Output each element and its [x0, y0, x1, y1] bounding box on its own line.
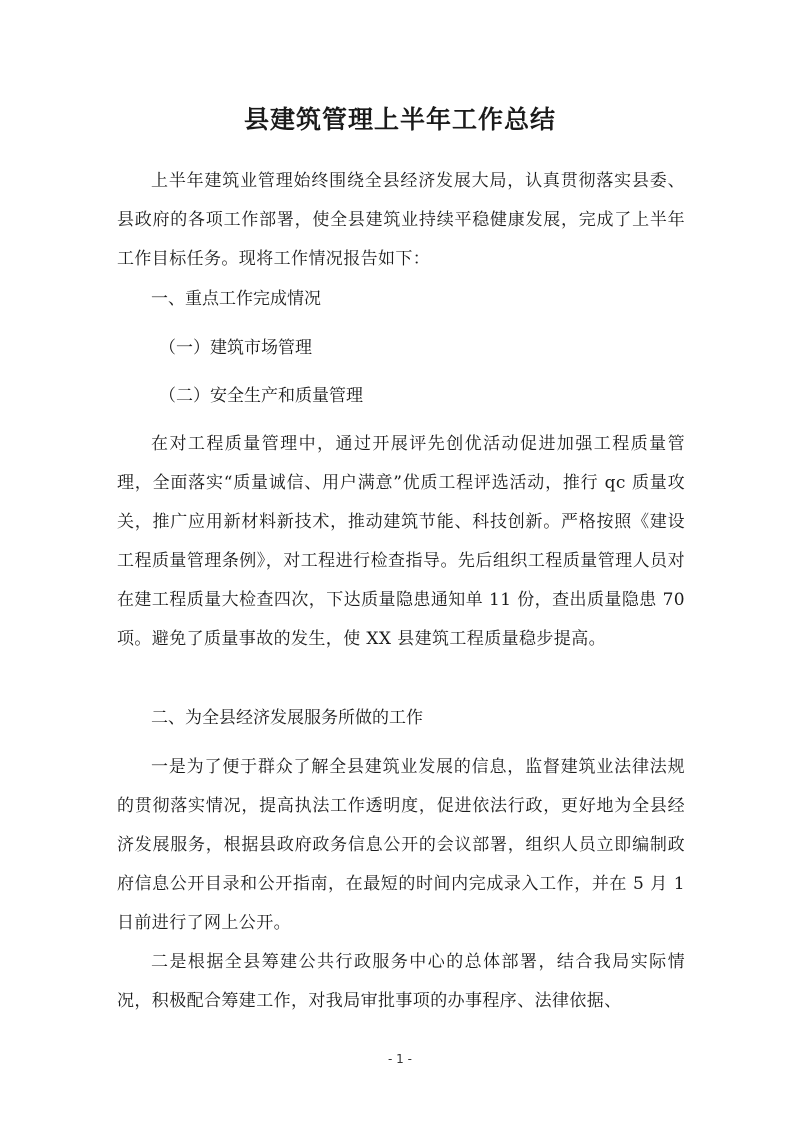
service-paragraph-two: 二是根据全县筹建公共行政服务中心的总体部署，结合我局实际情况，积极配合筹建工作，对我局审批事项的办事程序、法律依据、 [117, 952, 685, 1011]
section-heading-1: 一、重点工作完成情况 [151, 289, 321, 309]
subsection-heading-2: （二）安全生产和质量管理 [159, 386, 363, 406]
intro-paragraph: 上半年建筑业管理始终围绕全县经济发展大局，认真贯彻落实县委、县政府的各项工作部署，使全县建筑业持续平稳健康发展，完成了上半年工作目标任务。现将工作情况报告如下： [117, 171, 685, 269]
page-number: - 1 - [388, 1052, 412, 1066]
quality-management-paragraph: 在对工程质量管理中，通过开展评先创优活动促进加强工程质量管理，全面落实“质量诚信、用户满意”优质工程评选活动，推行 qc 质量攻关，推广应用新材料新技术，推动建筑节能、科技创新。严格按照《建设工程质量管理条例》，对工程进行检查指导。先后组织工程质量管理人员对在建工程质量大检查四次，下达质量隐患通知单 11 份，查出质量隐患 70 项。避免了质量事故的发生，使 XX 县建筑工程质量稳步提高。 [117, 434, 685, 649]
section-heading-2: 二、为全县经济发展服务所做的工作 [151, 708, 423, 728]
service-paragraph-one: 一是为了便于群众了解全县建筑业发展的信息，监督建筑业法律法规的贯彻落实情况，提高执法工作透明度，促进依法行政，更好地为全县经济发展服务，根据县政府政务信息公开的会议部署，组织人员立即编制政府信息公开目录和公开指南，在最短的时间内完成录入工作，并在 5 月 1 日前进行了网上公开。 [117, 757, 685, 933]
subsection-heading-1: （一）建筑市场管理 [159, 338, 312, 358]
document-title: 县建筑管理上半年工作总结 [243, 105, 556, 134]
